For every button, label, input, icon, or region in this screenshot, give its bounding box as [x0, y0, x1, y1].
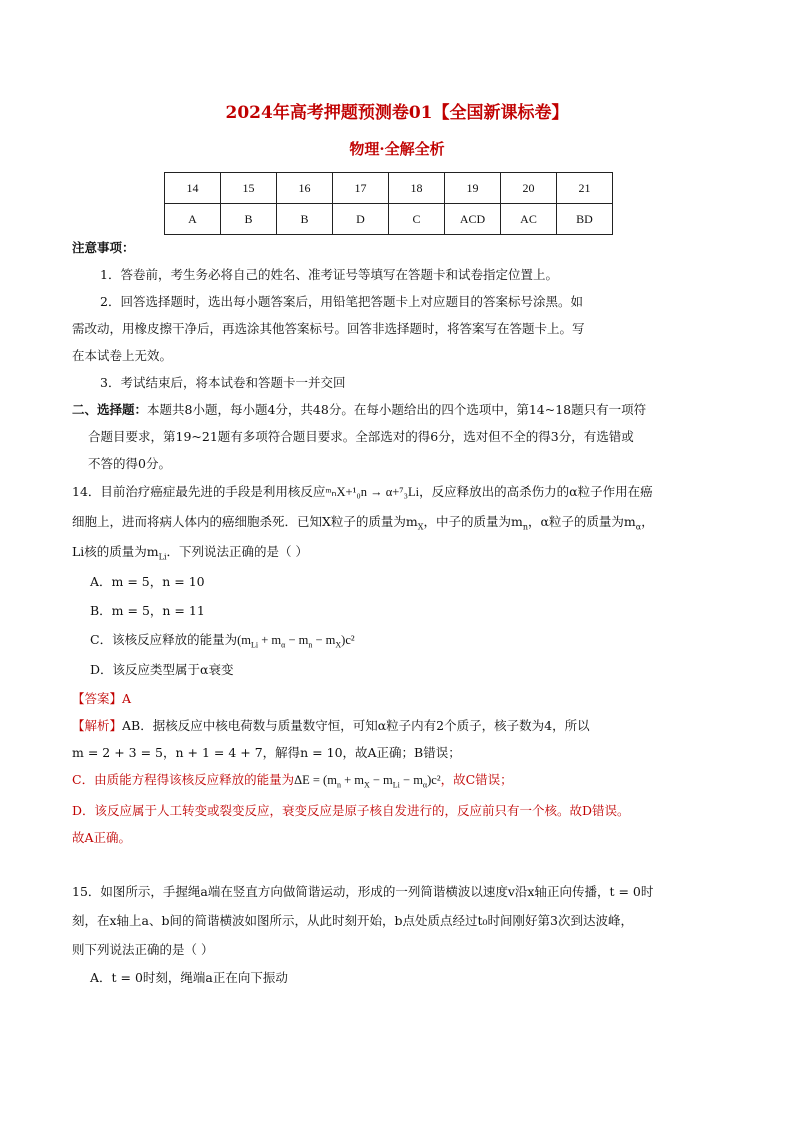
notice-item-2-line-2: 需改动，用橡皮擦干净后，再选涂其他答案标号。回答非选择题时，将答案写在答题卡上。写: [72, 321, 585, 336]
q14-line-3: [72, 544, 308, 566]
section-2-text: 本题共8小题，每小题4分，共48分。在每小题给出的四个选项中，第14~18题只有一项符: [147, 402, 647, 417]
notice-heading: 注意事项：: [72, 240, 135, 255]
q14-option-a: A．m = 5，n = 10: [90, 574, 205, 589]
page-title: 2024年高考押题预测卷01【全国新课标卷】: [225, 103, 569, 123]
question-number-cell: 21: [557, 173, 613, 204]
section-2-label: 二、选择题：: [72, 402, 148, 417]
q15-line-2: 刻，在x轴上a、b间的简谐横波如图所示，从此时刻开始，b点处质点经过t₀时间刚好第3次到达波峰，: [72, 913, 633, 928]
q14-option-b: B．m = 5，n = 11: [90, 603, 205, 618]
notice-item-3: 3．考试结束后，将本试卷和答题卡一并交回: [100, 375, 346, 390]
q14-analysis-line-1: [72, 718, 590, 734]
analysis-text: ，故C错误；: [440, 772, 513, 787]
q14-stem-a: 14．目前治疗癌症最先进的手段是利用核反应: [72, 484, 326, 499]
section-2-line-3: 不答的得0分。: [88, 456, 171, 471]
notice-item-1: 1．答卷前，考生务必将自己的姓名、准考证号等填写在答题卡和试卷指定位置上。: [100, 267, 558, 282]
q15-line-1: 15．如图所示，手握绳a端在竖直方向做简谐运动，形成的一列简谐横波以速度v沿x轴正向传播，t = 0时: [72, 884, 654, 899]
answer-cell: D: [333, 204, 389, 235]
q14-stem-h: ．下列说法正确的是（ ）: [166, 544, 309, 559]
analysis-text: C．由质能方程得该核反应释放的能量为: [72, 772, 295, 787]
subscript: α: [635, 522, 642, 532]
answer-cell: B: [221, 204, 277, 235]
q14-stem-f: ，: [641, 514, 654, 529]
question-number-cell: 15: [221, 173, 277, 204]
subscript: X: [417, 522, 424, 532]
question-number-cell: 14: [165, 173, 221, 204]
subscript: n: [522, 522, 528, 532]
q14-analysis-line-5: 故A正确。: [72, 830, 132, 845]
q14-stem-e: ，α粒子的质量为m: [527, 514, 636, 529]
question-number-cell: 17: [333, 173, 389, 204]
q15-option-a: A．t = 0时刻，绳端a正在向下振动: [90, 970, 288, 985]
answer-cell: BD: [557, 204, 613, 235]
option-c-formula: $(m_{Li} + m_\alpha - m_n - m_X)c^2$: [237, 633, 355, 650]
q14-line-1: [72, 484, 653, 500]
q14-analysis-line-2: m = 2 + 3 = 5，n + 1 = 4 + 7，解得n = 10，故A正确；B错误；: [72, 745, 461, 760]
q14-stem-b: ，反应释放出的高杀伤力的α粒子作用在癌: [419, 484, 653, 499]
q14-stem-d: ，中子的质量为m: [423, 514, 523, 529]
section-2-line-2: 合题目要求，第19~21题有多项符合题目要求。全部选对的得6分，选对但不全的得3分，有选错或: [88, 429, 634, 444]
answer-table-answers-row: [165, 204, 613, 235]
q14-line-2: [72, 514, 654, 536]
page-subtitle: 物理·全解全析: [349, 140, 445, 158]
answer-table-numbers-row: [165, 173, 613, 204]
question-number-cell: 19: [445, 173, 501, 204]
q14-option-d: D．该反应类型属于α衰变: [90, 662, 234, 677]
q14-option-c: [90, 632, 355, 654]
q14-answer: 【答案】A: [72, 691, 132, 706]
q14-analysis-line-4: D．该反应属于人工转变或裂变反应，衰变反应是原子核自发进行的，反应前只有一个核。故D错误。: [72, 803, 630, 818]
section-2-line-1: [72, 402, 646, 418]
q15-line-3: 则下列说法正确的是（ ）: [72, 942, 214, 957]
answer-cell: A: [165, 204, 221, 235]
answer-cell: C: [389, 204, 445, 235]
q14-stem-c: 细胞上，进而将病人体内的癌细胞杀死．已知X粒子的质量为m: [72, 514, 418, 529]
option-c-text: C．该核反应释放的能量为: [90, 632, 238, 647]
answer-cell: B: [277, 204, 333, 235]
notice-item-2-line-3: 在本试卷上无效。: [72, 348, 173, 363]
answer-table: [164, 172, 613, 235]
answer-cell: ACD: [445, 204, 501, 235]
notice-item-2-line-1: 2．回答选择题时，选出每小题答案后，用铅笔把答题卡上对应题目的答案标号涂黑。如: [100, 294, 583, 309]
subscript: Li: [158, 552, 167, 562]
answer-cell: AC: [501, 204, 557, 235]
analysis-formula: $\Delta E = (m_n + m_X - m_{Li} - m_\alpha)c^2$: [294, 773, 441, 790]
analysis-text: AB．据核反应中核电荷数与质量数守恒，可知α粒子内有2个质子，核子数为4，所以: [122, 718, 590, 733]
question-number-cell: 18: [389, 173, 445, 204]
q14-analysis-line-3: [72, 772, 513, 794]
q14-stem-g: Li核的质量为m: [72, 544, 159, 559]
analysis-label: 【解析】: [72, 718, 123, 733]
question-number-cell: 20: [501, 173, 557, 204]
question-number-cell: 16: [277, 173, 333, 204]
q14-reaction-formula: ᵐₙX+¹₀n → α+⁷₃Li: [325, 485, 420, 499]
